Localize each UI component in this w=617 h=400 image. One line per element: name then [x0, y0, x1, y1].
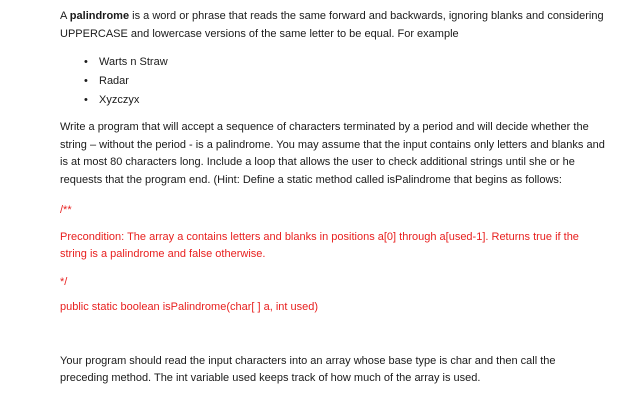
task-paragraph: Write a program that will accept a sequence of characters terminated by a period and will decide whether the string – without the period - is a palindrome. You may assume that the input contains only letters and blanks and is at most 80 characters long. Include a loop that allows the user to check additional strings until she or he requests that the program end. (Hint: Define a static method called isPalindrome that begins as follows: [60, 121, 605, 186]
intro-bold-term: palindrome [69, 10, 130, 22]
intro-lead: A [60, 10, 70, 22]
code-comment-open: /** [60, 204, 72, 216]
example-text: Warts n Straw [99, 56, 168, 68]
intro-rest: is a word or phrase that reads the same forward and backwards, ignoring blanks and considering UPPERCASE and lowercase versions of the same letter to be equal. For example [60, 10, 604, 40]
code-method-signature: public static boolean isPalindrome(char[ ] a, int used) [60, 301, 319, 313]
bullet-icon: • [84, 75, 88, 87]
intro-paragraph [60, 8, 605, 43]
code-precondition: Precondition: The array a contains letters and blanks in positions a[0] through a[used-1]. Returns true if the string is a palindrome and false otherwise. [60, 230, 579, 260]
example-list [60, 53, 605, 110]
list-item [60, 91, 605, 110]
list-item [60, 53, 605, 72]
example-text: Xyzczyx [99, 94, 140, 106]
bullet-icon: • [84, 56, 88, 68]
list-item [60, 72, 605, 91]
code-comment-close: */ [60, 275, 68, 288]
closing-paragraph: Your program should read the input characters into an array whose base type is char and then call the preceding method. The int variable used keeps track of how much of the array is used. [60, 354, 556, 384]
bullet-icon: • [84, 94, 88, 106]
document-page [60, 8, 605, 388]
example-text: Radar [99, 75, 129, 87]
